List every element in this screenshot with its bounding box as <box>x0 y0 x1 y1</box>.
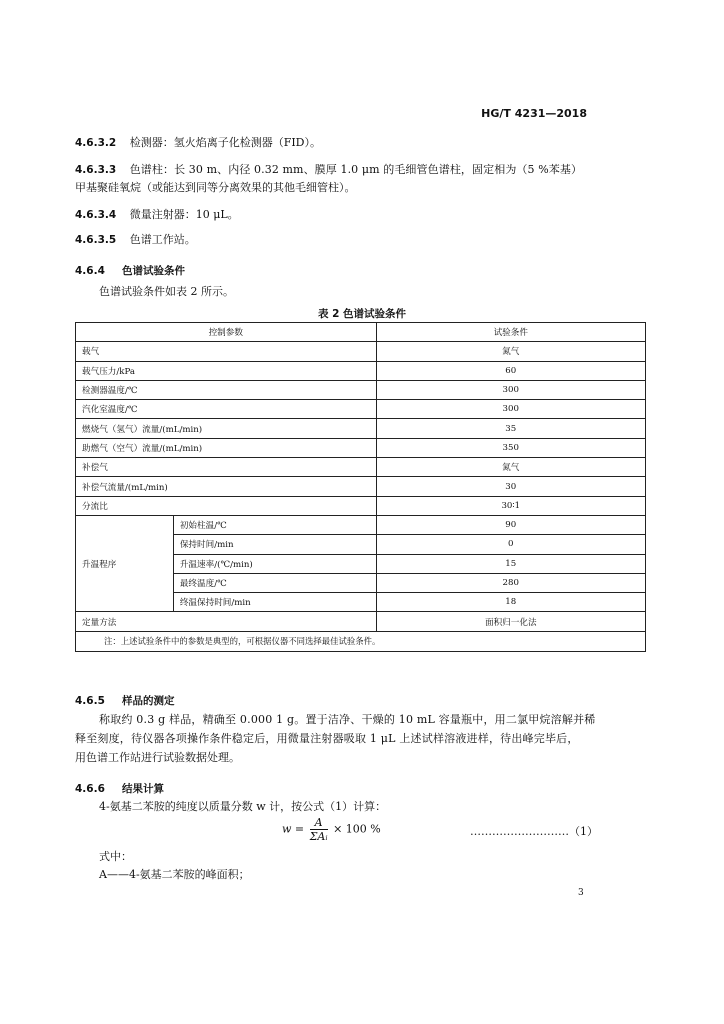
clause-4-6-3-4 <box>75 208 239 222</box>
section-body: 4-氨基二苯胺的纯度以质量分数 w 计，按公式（1）计算： <box>99 800 387 813</box>
purity-formula <box>282 816 381 843</box>
page-number: 3 <box>578 888 584 898</box>
conditions-table <box>75 322 646 652</box>
table-row <box>76 438 646 457</box>
paragraph-line: 释至刻度，待仪器各项操作条件稳定后，用微量注射器吸取 1 μL 上述试样溶液进样，待出峰完毕后， <box>75 732 579 745</box>
row-param: 初始柱温/℃ <box>173 515 376 534</box>
clause-text: 微量注射器：10 μL。 <box>129 208 239 221</box>
standard-code: HG/T 4231—2018 <box>481 107 587 120</box>
row-value: 面积归一化法 <box>376 612 645 631</box>
row-param: 最终温度/℃ <box>173 573 376 592</box>
section-title: 样品的测定 <box>122 695 175 707</box>
paragraph-line: 称取约 0.3 g 样品，精确至 0.000 1 g。置于洁净、干燥的 10 mL 容量瓶中，用二氯甲烷溶解并稀 <box>99 713 596 726</box>
table-note-row <box>76 631 646 651</box>
table-row <box>76 496 646 515</box>
table-row <box>76 612 646 631</box>
clause-number: 4.6.3.2 <box>75 137 117 149</box>
row-value: 90 <box>376 515 645 534</box>
clause-text-continued: 甲基聚硅氧烷（或能达到同等分离效果的其他毛细管柱）。 <box>75 181 356 194</box>
formula-numerator: A <box>310 816 328 830</box>
table-row <box>76 342 646 361</box>
program-label: 升温程序 <box>76 515 174 611</box>
formula-number: ………………………（1） <box>470 825 598 838</box>
row-param: 终温保持时间/min <box>173 593 376 612</box>
row-param: 补偿气 <box>76 458 377 477</box>
row-value: 280 <box>376 573 645 592</box>
clause-number: 4.6.3.5 <box>75 234 117 246</box>
row-value: 60 <box>376 361 645 380</box>
clause-text: 色谱工作站。 <box>129 233 196 246</box>
clause-4-6-3-2 <box>75 136 321 150</box>
row-value: 300 <box>376 400 645 419</box>
where-label: 式中： <box>99 850 132 863</box>
row-value: 30∶1 <box>376 496 645 515</box>
table-row <box>76 361 646 380</box>
row-value: 350 <box>376 438 645 457</box>
clause-text: 检测器：氢火焰离子化检测器（FID）。 <box>129 136 321 149</box>
where-item: A——4-氨基二苯胺的峰面积； <box>99 868 250 881</box>
section-title: 色谱试验条件 <box>122 265 185 277</box>
paragraph-line: 用色谱工作站进行试验数据处理。 <box>75 751 240 764</box>
section-number: 4.6.4 <box>75 265 105 277</box>
row-value: 15 <box>376 554 645 573</box>
row-value: 35 <box>376 419 645 438</box>
table-row <box>76 380 646 399</box>
row-param: 定量方法 <box>76 612 377 631</box>
table-note: 注：上述试验条件中的参数是典型的，可根据仪器不同选择最佳试验条件。 <box>76 631 646 651</box>
row-value: 氮气 <box>376 458 645 477</box>
header-param: 控制参数 <box>76 323 377 342</box>
row-param: 汽化室温度/℃ <box>76 400 377 419</box>
row-param: 保持时间/min <box>173 535 376 554</box>
table-caption: 表 2 色谱试验条件 <box>317 308 407 320</box>
clause-number: 4.6.3.4 <box>75 209 117 221</box>
row-param: 分流比 <box>76 496 377 515</box>
section-number: 4.6.6 <box>75 783 105 795</box>
section-number: 4.6.5 <box>75 695 105 707</box>
formula-fraction <box>310 816 328 843</box>
section-title: 结果计算 <box>122 783 164 795</box>
row-param: 检测器温度/℃ <box>76 380 377 399</box>
table-header-row <box>76 323 646 342</box>
row-value: 30 <box>376 477 645 496</box>
row-param: 载气 <box>76 342 377 361</box>
clause-4-6-3-3 <box>75 163 582 177</box>
table-row <box>76 419 646 438</box>
table-row <box>76 477 646 496</box>
section-4-6-6-heading <box>75 777 164 796</box>
clause-4-6-3-5 <box>75 233 196 247</box>
row-param: 补偿气流量/(mL/min) <box>76 477 377 496</box>
row-value: 氮气 <box>376 342 645 361</box>
row-param: 载气压力/kPa <box>76 361 377 380</box>
row-param: 升温速率/(℃/min) <box>173 554 376 573</box>
clause-text: 色谱柱：长 30 m、内径 0.32 mm、膜厚 1.0 μm 的毛细管色谱柱，固定相为（5 %苯基） <box>129 163 583 176</box>
table-row <box>76 400 646 419</box>
section-body: 色谱试验条件如表 2 所示。 <box>99 285 234 298</box>
header-condition: 试验条件 <box>376 323 645 342</box>
row-param: 燃烧气（氢气）流量/(mL/min) <box>76 419 377 438</box>
formula-rhs: × 100 % <box>333 822 381 836</box>
row-param: 助燃气（空气）流量/(mL/min) <box>76 438 377 457</box>
row-value: 300 <box>376 380 645 399</box>
table-row <box>76 458 646 477</box>
formula-lhs: w = <box>282 822 305 836</box>
table-row <box>76 515 646 534</box>
row-value: 18 <box>376 593 645 612</box>
clause-number: 4.6.3.3 <box>75 164 117 176</box>
section-4-6-4-heading <box>75 259 185 278</box>
section-4-6-5-heading <box>75 689 175 708</box>
row-value: 0 <box>376 535 645 554</box>
formula-denominator: ΣAᵢ <box>309 830 328 843</box>
